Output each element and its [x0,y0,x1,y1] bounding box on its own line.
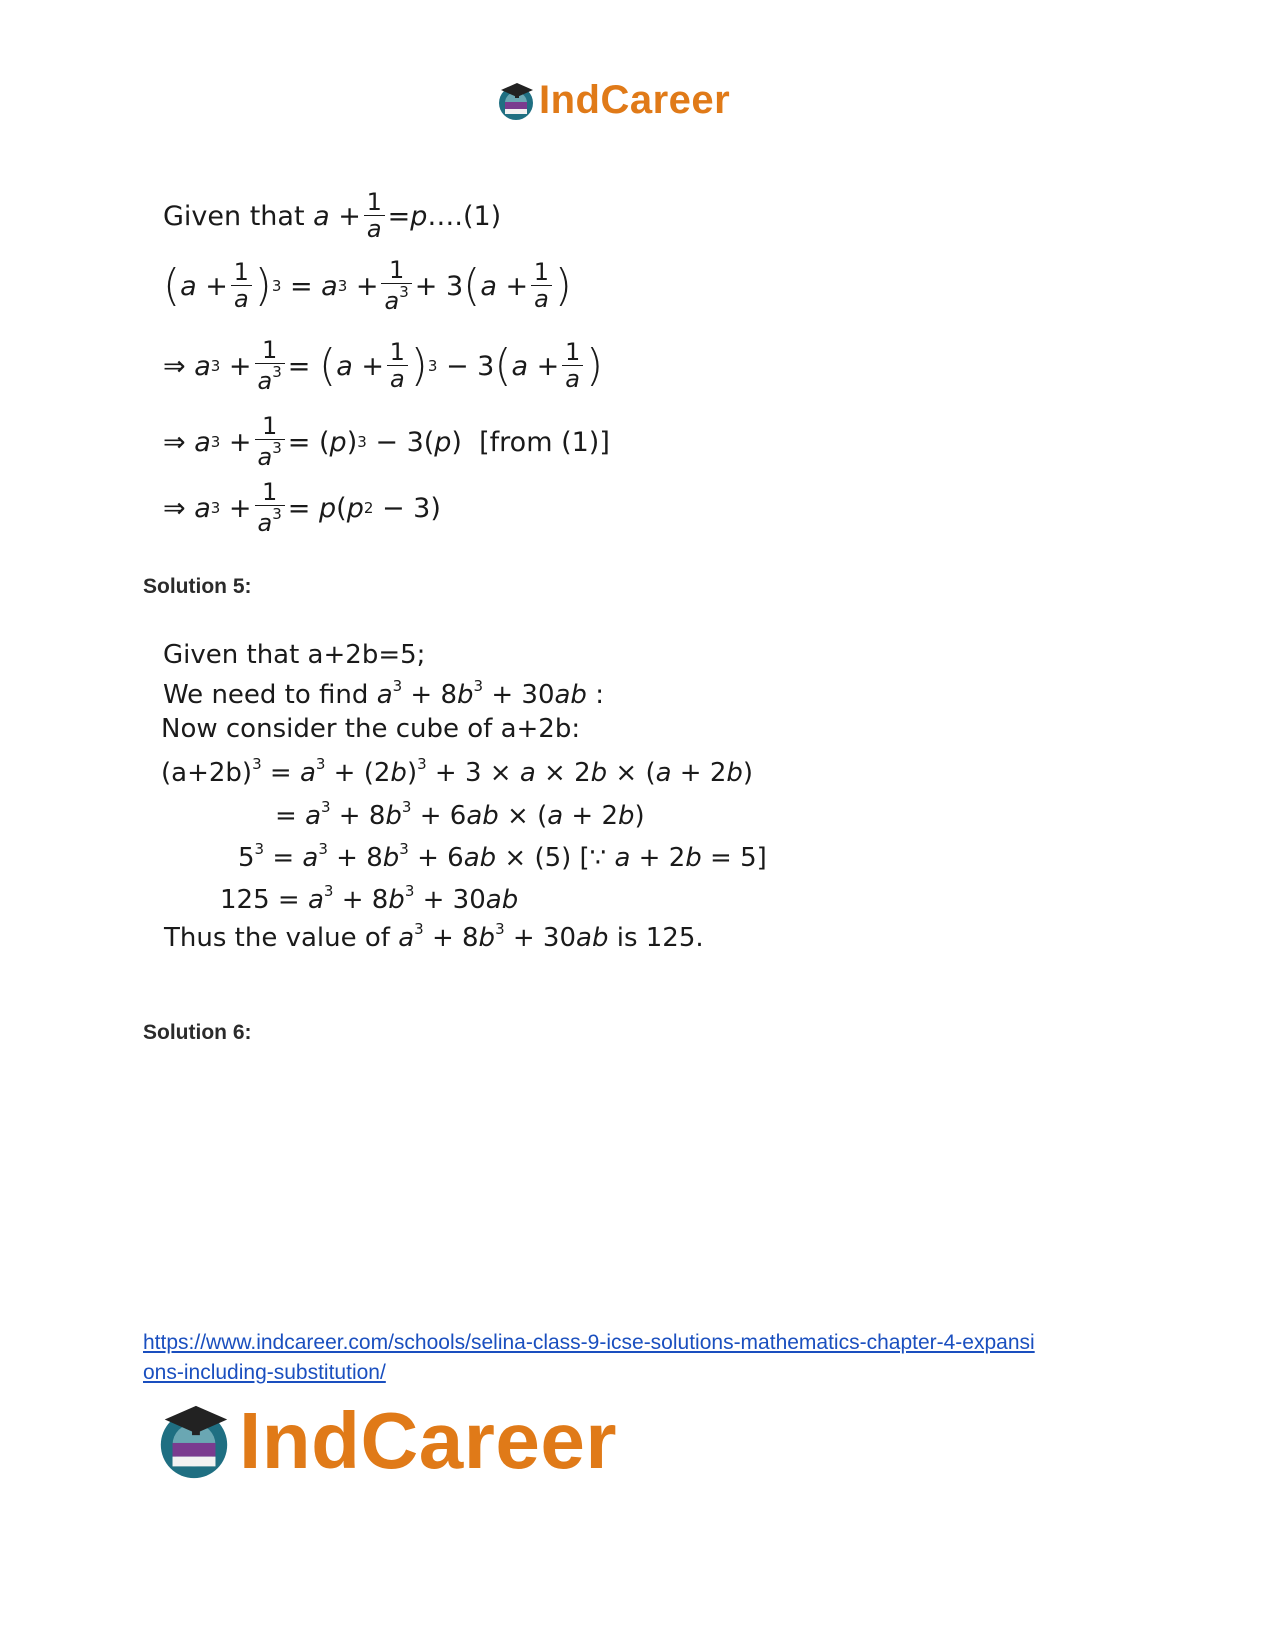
equation-line-3: ⇒ a 3 + $\frac{1}{a^3}$ = ( a + $\frac{1}{a}$ ) 3 − 3 ( a + $\frac{1}{a}$ ) [163,336,604,396]
s5-line-5: = $a^3 + 8b^3 + 6ab \times (a + 2b)$ [275,798,645,831]
eq4-note: [from (1)] [479,426,610,458]
s5-line-8-prefix: Thus the value of [164,923,390,953]
footer-logo-text: IndCareer [239,1396,617,1485]
s5-line-2-prefix: We need to find [163,680,369,710]
footer-url[interactable] [143,1328,1143,1388]
equation-line-1: Given that a + $\frac{1}{a}$ = p ….(1) [163,188,502,244]
s5-line-6: $5^3 = a^3 + 8b^3 + 6ab \times (5)$ [∵ a + 2b = 5] [238,840,767,873]
s5-line-2: We need to find $a^3 + 8b^3 + 30ab$ : [163,677,604,710]
s5-line-8: Thus the value of $a^3 + 8b^3 + 30ab$ is 125. [164,920,704,953]
footer-url-line-1[interactable]: https://www.indcareer.com/schools/selina-class-9-icse-solutions-mathematics-chapter-4-expansi [143,1331,1035,1354]
graduation-cap-globe-icon [153,1400,235,1482]
eq1-suffix: ….(1) [427,200,502,232]
solution-5-heading: Solution 5: [143,575,252,598]
eq1-prefix: Given that [163,200,305,232]
s5-line-4: $(a+2b)^3 = a^3 + (2b)^3 + 3 \times a \times 2b \times (a + 2b)$ [161,755,754,788]
graduation-cap-globe-icon [495,80,537,122]
header-logo-text: IndCareer [539,78,731,122]
s5-line-7: $125 = a^3 + 8b^3 + 30ab$ [220,882,519,915]
solution-6-heading: Solution 6: [143,1021,252,1044]
s5-line-3: Now consider the cube of a+2b: [161,714,581,744]
footer-url-line-2[interactable]: ons-including-substitution/ [143,1361,386,1384]
equation-line-5: ⇒ a 3 + $\frac{1}{a^3}$ = p ( p 2 − 3) [163,478,441,538]
footer-logo [153,1396,617,1485]
equation-line-2: ( a + $\frac{1}{a}$ ) 3 = a 3 + $\frac{1}{a^3}$ + 3 ( a + $\frac{1}{a}$ ) [163,256,572,316]
header-logo [495,78,730,123]
s5-line-1: Given that a+2b=5; [163,640,426,670]
equation-line-4: ⇒ a 3 + $\frac{1}{a^3}$ = ( p ) 3 − 3( p ) [from (1)] [163,412,610,472]
s5-line-8-suffix: is 125. [616,923,704,953]
